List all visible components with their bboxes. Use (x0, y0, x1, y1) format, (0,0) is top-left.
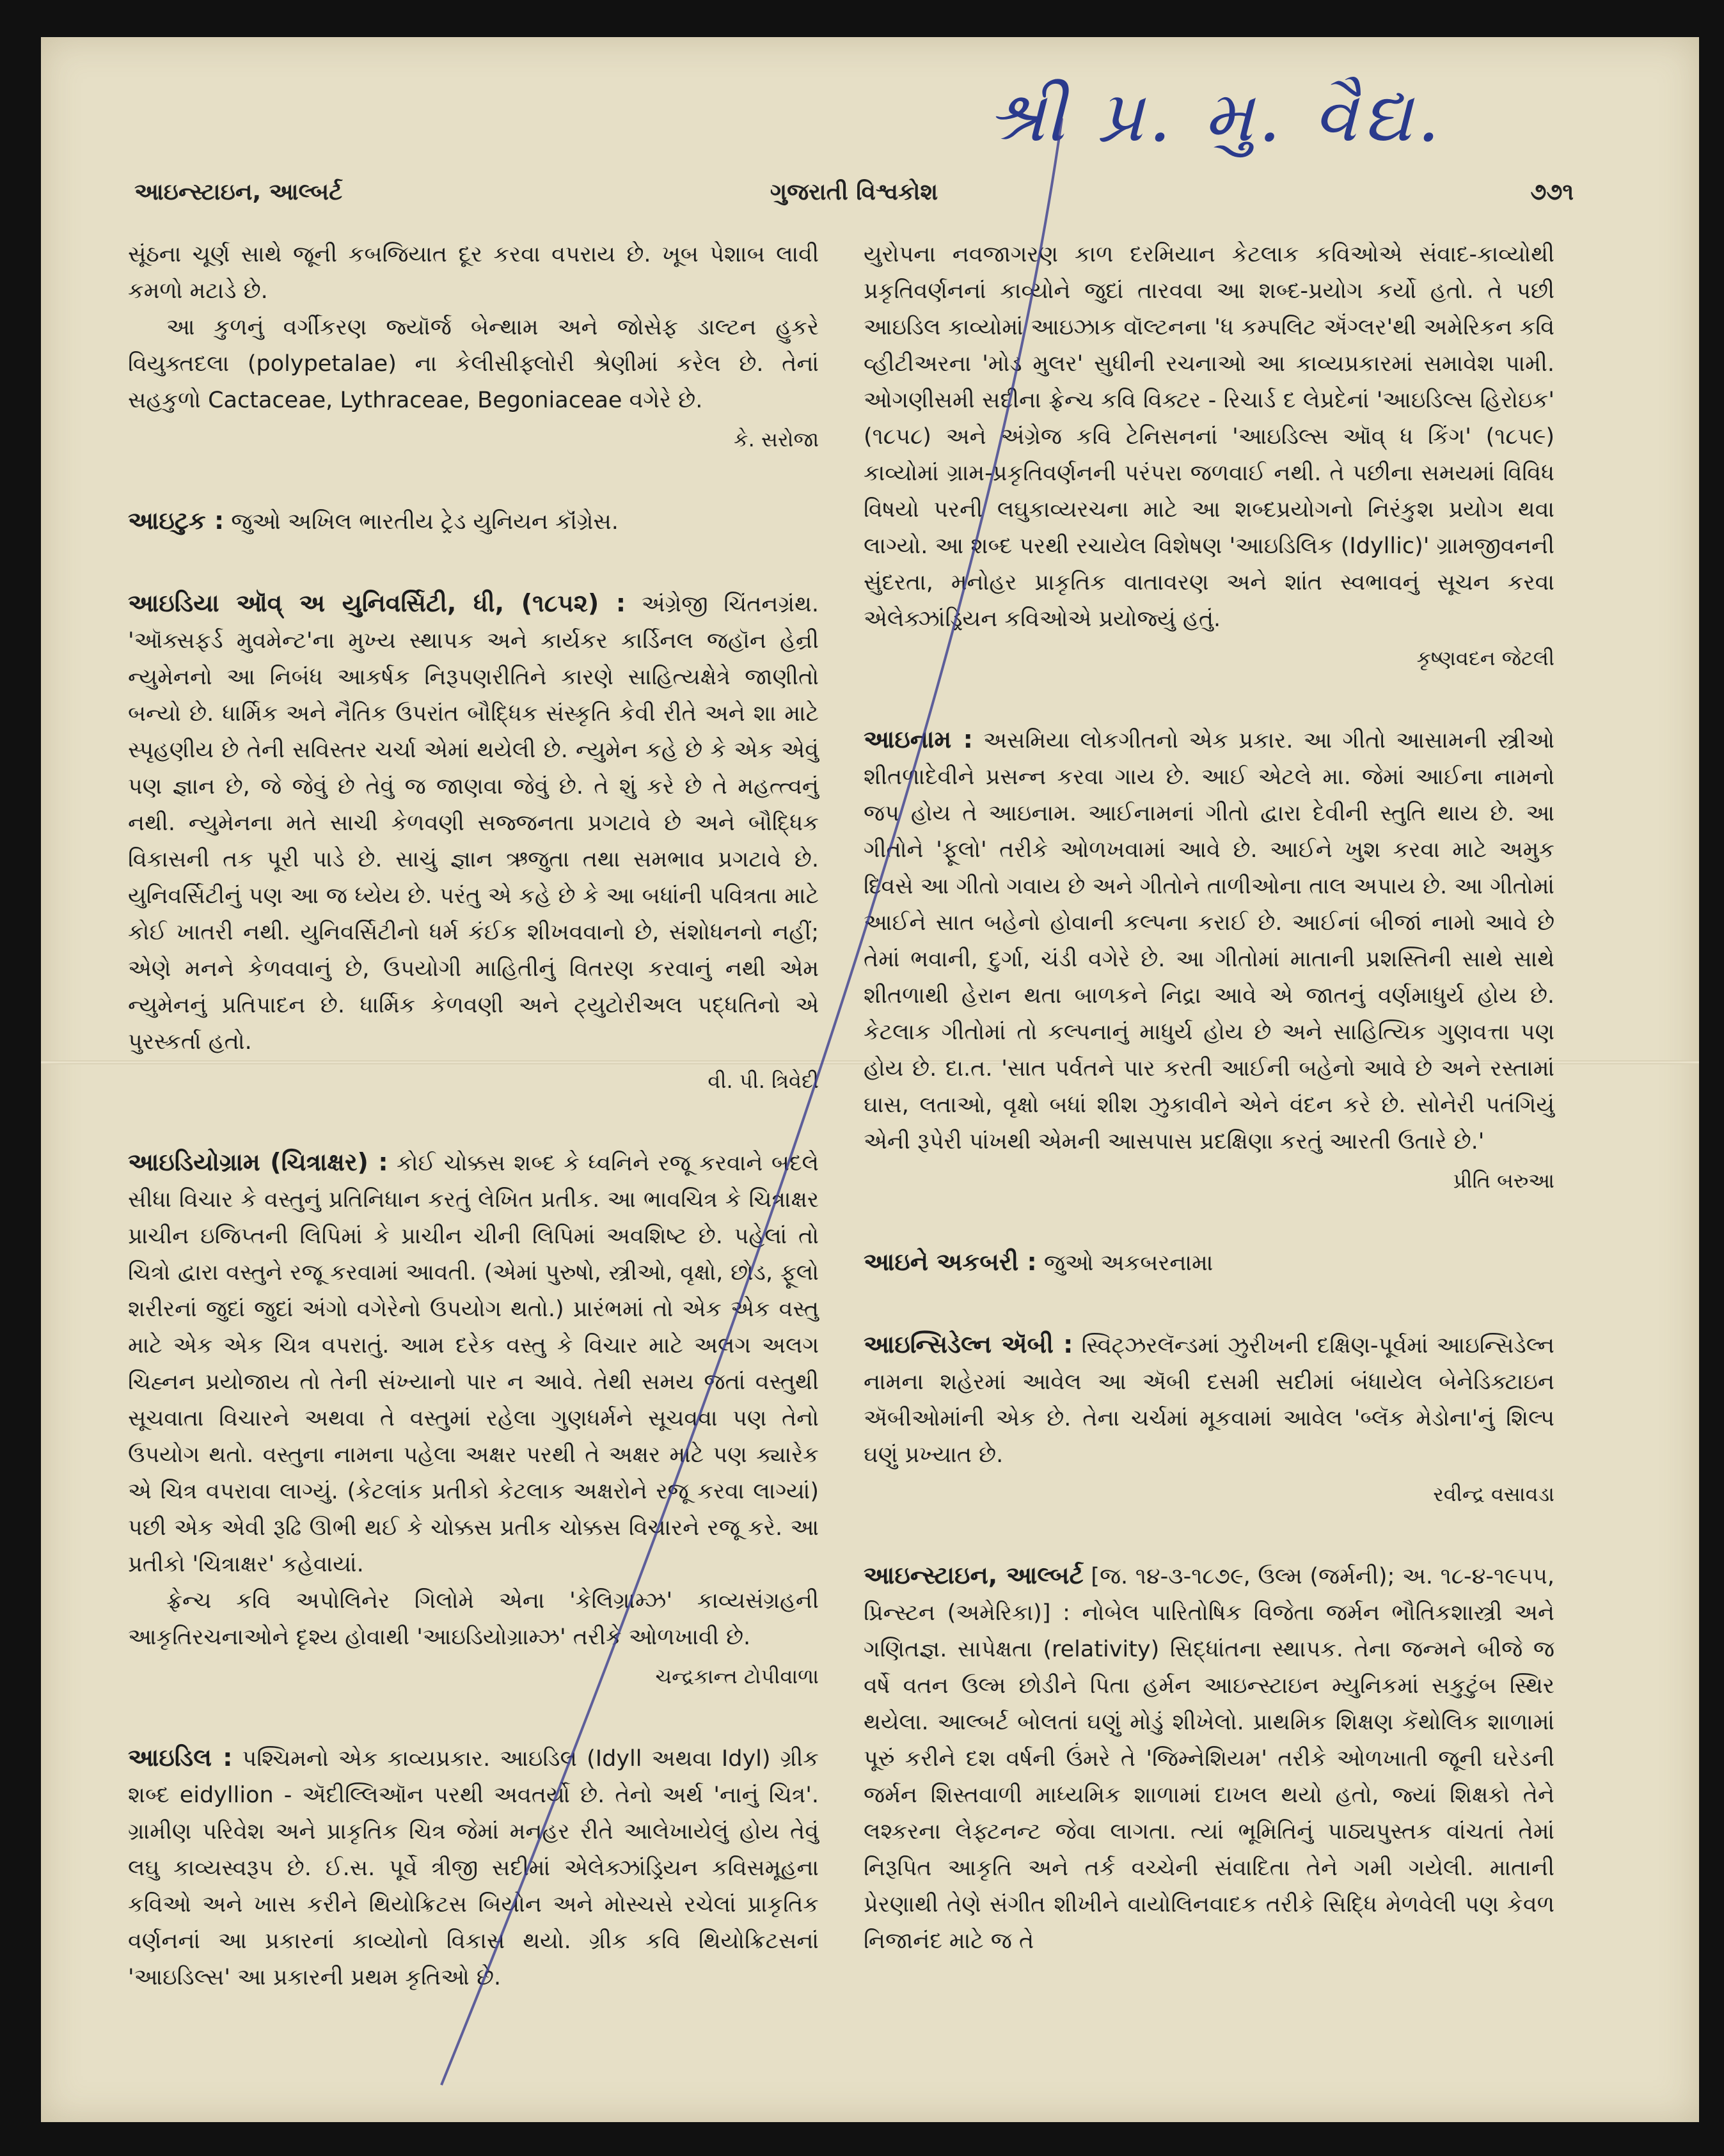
entry-paragraph (864, 237, 1554, 638)
entry-headword: આઇને અકબરી : (864, 1248, 1037, 1276)
entry-author: કૃષ્ણવદન જેટલી (1416, 646, 1554, 670)
entry (864, 721, 1554, 1199)
entry (864, 237, 1554, 677)
page-number: ૭૭૧ (1530, 179, 1574, 205)
entry-paragraph (128, 310, 819, 419)
entry-paragraph (128, 1144, 819, 1583)
right-column (864, 237, 1554, 2004)
handwritten-note: શ્રી પ્ર. મુ. વૈદ્ય. (988, 75, 1445, 157)
entry-headword: આઇન્સ્ટાઇન, આલ્બર્ટ (864, 1561, 1084, 1589)
entry-text: સ્વિટ્ઝરલૅન્ડમાં ઝુરીખની દક્ષિણ-પૂર્વમાં આઇન્સિડેલ્ન નામના શહેરમાં આવેલ આ ઍબી દસમી સદીમાં બંધાયેલ બેનેડિક્ટાઇન ઍબીઓમાંની એક છે. તેના ચર્ચમાં મૂકવામાં આવેલ 'બ્લૅક મેડોના'નું શિલ્પ ઘણું પ્રખ્યાત છે. (864, 1333, 1554, 1468)
entry-headword: આઇટુક : (128, 507, 225, 535)
entry (864, 1326, 1554, 1513)
entry-paragraph (128, 237, 819, 310)
running-head-center: ગુજરાતી વિશ્વકોશ (770, 179, 938, 205)
entry (128, 503, 819, 540)
entry (128, 585, 819, 1099)
entry-headword: આઇન્સિડેલ્ન ઍબી : (864, 1330, 1073, 1358)
entry-paragraph (864, 1244, 1554, 1282)
entry-headword: આઇડિયા ઑવ્ અ યુનિવર્સિટી, ધી, (૧૮૫૨) : (128, 589, 626, 617)
entry-text: અંગ્રેજી ચિંતનગ્રંથ. 'ઑક્સફર્ડ મુવમેન્ટ'ના મુખ્ય સ્થાપક અને કાર્યકર કાર્ડિનલ જહૉન હેન્રી ન્યુમેનનો આ નિબંધ આકર્ષક નિરૂપણરીતિને કારણે સાહિત્યક્ષેત્રે જાણીતો બન્યો છે. ધાર્મિક અને નૈતિક ઉપરાંત બૌદ્ધિક સંસ્કૃતિ કેવી રીતે અને શા માટે સ્પૃહણીય છે તેની સવિસ્તર ચર્ચા એમાં થયેલી છે. ન્યુમેન કહે છે કે એક એવું પણ જ્ઞાન છે, જે જેવું છે તેવું જ જાણવા જેવું છે. તે શું કરે છે તે મહત્ત્વનું નથી. ન્યુમેનના મતે સાચી કેળવણી સજ્જનતા પ્રગટાવે છે અને બૌદ્ધિક વિકાસની તક પૂરી પાડે છે. સાચું જ્ઞાન ઋજુતા તથા સમભાવ પ્રગટાવે છે. યુનિવર્સિટીનું પણ આ જ ધ્યેય છે. પરંતુ એ કહે છે કે આ બધાંની પવિત્રતા માટે કોઈ ખાતરી નથી. યુનિવર્સિટીનો ધર્મ કંઈક શીખવવાનો છે, સંશોધનનો નહીં; એણે મનને કેળવવાનું છે, ઉપયોગી માહિતીનું વિતરણ કરવાનું નથી એમ ન્યુમેનનું પ્રતિપાદન છે. ધાર્મિક કેળવણી અને ટ્યુટોરીઅલ પદ્ધતિનો એ પુરસ્કર્તા હતો. (128, 592, 819, 1055)
running-head-left: આઇન્સ્ટાઇન, આલ્બર્ટ (134, 179, 343, 205)
entry-headword: આઇડિલ : (128, 1743, 233, 1772)
entry-text: આ કુળનું વર્ગીકરણ જ્યૉર્જ બેન્થામ અને જોસેફ ડાલ્ટન હુકરે વિયુક્તદલા (polypetalae) ના કેલીસીફ્લોરી શ્રેણીમાં કરેલ છે. તેનાં સહકુળો Cactaceae, Lythraceae, Begoniaceae વગેરે છે. (128, 315, 819, 413)
entry-paragraph (864, 721, 1554, 1160)
entry-author: વી. પી. ત્રિવેદી (708, 1069, 819, 1093)
entry-text: પશ્ચિમનો એક કાવ્યપ્રકાર. આઇડિલ (Idyll અથવા Idyl) ગ્રીક શબ્દ eidyllion - ઍદીલ્લિઑન પરથી અવતર્યો છે. તેનો અર્થ 'નાનું ચિત્ર'. ગ્રામીણ પરિવેશ અને પ્રાકૃતિક ચિત્ર જેમાં મનહર રીતે આલેખાયેલું હોય તેવું લઘુ કાવ્યસ્વરૂપ છે. ઈ.સ. પૂર્વે ત્રીજી સદીમાં એલેક્ઝાંડ્રિયન કવિસમૂહના કવિઓ અને ખાસ કરીને થિયોક્રિટસ બિયોન અને મોસ્ચસે રચેલાં પ્રાકૃતિક વર્ણનનાં આ પ્રકારનાં કાવ્યોનો વિકાસ થયો. ગ્રીક કવિ થિયોક્રિટસનાં 'આઇડિલ્સ' આ પ્રકારની પ્રથમ કૃતિઓ છે. (128, 1746, 819, 1990)
entry-author: રવીન્દ્ર વસાવડા (1433, 1482, 1554, 1506)
entry-headword: આઇનામ : (864, 725, 973, 753)
entry-paragraph (128, 503, 819, 540)
entry-text: ફ્રેન્ચ કવિ અપોલિનેર ગિલોમે એના 'કેલિગ્રામ્ઝ' કાવ્યસંગ્રહની આકૃતિરચનાઓને દૃશ્ય હોવાથી 'આઇડિયોગ્રામ્ઝ' તરીકે ઓળખાવી છે. (128, 1588, 819, 1650)
entry (864, 1244, 1554, 1282)
entry-text: યુરોપના નવજાગરણ કાળ દરમિયાન કેટલાક કવિઓએ સંવાદ-કાવ્યોથી પ્રકૃતિવર્ણનનાં કાવ્યોને જુદાં તારવવા આ શબ્દ-પ્રયોગ કર્યો હતો. તે પછી આઇડિલ કાવ્યોમાં આઇઝાક વૉલ્ટનના 'ધ કમ્પલિટ ઍંગ્લર'થી અમેરિકન કવિ વ્હીટીઅરના 'મોડ મુલર' સુધીની રચનાઓ આ કાવ્યપ્રકારમાં સમાવેશ પામી. ઓગણીસમી સદીના ફ્રેન્ચ કવિ વિક્ટર - રિચાર્ડ દ લેપ્રદેનાં 'આઇડિલ્સ હિરોઇક' (૧૮૫૮) અને અંગ્રેજ કવિ ટેનિસનનાં 'આઇડિલ્સ ઑવ્ ધ કિંગ' (૧૮૫૯) કાવ્યોમાં ગ્રામ-પ્રકૃતિવર્ણનની પરંપરા જળવાઈ નથી. તે પછીના સમયમાં વિવિધ વિષયો પરની લઘુકાવ્યરચના માટે આ શબ્દપ્રયોગનો નિરંકુશ પ્રયોગ થવા લાગ્યો. આ શબ્દ પરથી રચાયેલ વિશેષણ 'આઇડિલિક (Idyllic)' ગ્રામજીવનની સુંદરતા, મનોહર પ્રાકૃતિક વાતાવરણ અને શાંત સ્વભાવનું સૂચન કરવા એલેક્ઝાંડ્રિયન કવિઓએ પ્રયોજ્યું હતું. (864, 242, 1554, 632)
entry-author: કે. સરોજા (734, 427, 819, 452)
entry-headword: આઇડિયોગ્રામ (ચિત્રાક્ષર) : (128, 1148, 388, 1176)
entry (128, 237, 819, 458)
entry-paragraph (128, 585, 819, 1060)
entry-author: ચન્દ્રકાન્ત ટોપીવાળા (655, 1664, 819, 1688)
entry-paragraph (864, 1557, 1554, 1960)
entry-text: સૂંઠના ચૂર્ણ સાથે જૂની કબજિયાત દૂર કરવા વપરાય છે. ખૂબ પેશાબ લાવી કમળો મટાડે છે. (128, 242, 819, 304)
entry-text: અસમિયા લોકગીતનો એક પ્રકાર. આ ગીતો આસામની સ્ત્રીઓ શીતળાદેવીને પ્રસન્ન કરવા ગાય છે. આઈ એટલે મા. જેમાં આઈના નામનો જપ હોય તે આઇનામ. આઈનામનાં ગીતો દ્વારા દેવીની સ્તુતિ થાય છે. આ ગીતોને 'ફૂલો' તરીકે ઓળખવામાં આવે છે. આઈને ખુશ કરવા માટે અમુક દિવસે આ ગીતો ગવાય છે અને ગીતોને તાળીઓના તાલ અપાય છે. આ ગીતોમાં આઈને સાત બહેનો હોવાની કલ્પના કરાઈ છે. આઈનાં બીજાં નામો આવે છે તેમાં ભવાની, દુર્ગા, ચંડી વગેરે છે. આ ગીતોમાં માતાની પ્રશસ્તિની સાથે સાથે શીતળાથી હેરાન થતા બાળકને નિદ્રા આવે એ જાતનું વર્ણમાધુર્ય હોય છે. કેટલાક ગીતોમાં તો કલ્પનાનું માધુર્ય હોય છે અને સાહિત્યિક ગુણવત્તા પણ હોય છે. દા.ત. 'સાત પર્વતને પાર કરતી આઈની બહેનો આવે છે અને રસ્તામાં ઘાસ, લતાઓ, વૃક્ષો બધાં શીશ ઝુકાવીને એને વંદન કરે છે. સોનેરી પતંગિયું એની રૂપેરી પાંખથી એમની આસપાસ પ્રદક્ષિણા કરતું આરતી ઉતારે છે.' (864, 728, 1555, 1154)
left-column (128, 237, 819, 2041)
running-head (134, 179, 1574, 224)
entry-text: કોઈ ચોક્કસ શબ્દ કે ધ્વનિને રજૂ કરવાને બદલે સીધા વિચાર કે વસ્તુનું પ્રતિનિધાન કરતું લેખિત પ્રતીક. આ ભાવચિત્ર કે ચિત્રાક્ષર પ્રાચીન ઇજિપ્તની લિપિમાં કે પ્રાચીન ચીની લિપિમાં અવશિષ્ટ છે. પહેલાં તો ચિત્રો દ્વારા વસ્તુને રજૂ કરવામાં આવતી. (એમાં પુરુષો, સ્ત્રીઓ, વૃક્ષો, છોડ, ફૂલો શરીરનાં જુદાં જુદાં અંગો વગેરેનો ઉપયોગ થતો.) પ્રારંભમાં તો એક એક વસ્તુ માટે એક એક ચિત્ર વપરાતું. આમ દરેક વસ્તુ કે વિચાર માટે અલગ અલગ ચિહ્નન પ્રયોજાય તો તેની સંખ્યાનો પાર ન આવે. તેથી સમય જતાં વસ્તુથી સૂચવાતા વિચારને અથવા તે વસ્તુમાં રહેલા ગુણધર્મને સૂચવવા પણ તેનો ઉપયોગ થતો. વસ્તુના નામના પહેલા અક્ષર પરથી તે અક્ષર માટે પણ ક્યારેક એ ચિત્ર વપરાવા લાગ્યું. (કેટલાંક પ્રતીકો કેટલાક અક્ષરોને રજૂ કરવા લાગ્યાં) પછી એક એવી રૂઢિ ઊભી થઈ કે ચોક્કસ પ્રતીક ચોક્કસ વિચારને રજૂ કરે. આ પ્રતીકો 'ચિત્રાક્ષર' કહેવાયાં. (128, 1151, 819, 1577)
entry-text: [જ. ૧૪-૩-૧૮૭૯, ઉલ્મ (જર્મની); અ. ૧૮-૪-૧૯૫૫, પ્રિન્સ્ટન (અમેરિકા)] : નોબેલ પારિતોષિક વિજેતા જર્મન ભૌતિકશાસ્ત્રી અને ગણિતજ્ઞ. સાપેક્ષતા (relativity) સિદ્ધાંતના સ્થાપક. તેના જન્મને બીજે જ વર્ષે વતન ઉલ્મ છોડીને પિતા હર્મન આઇન્સ્ટાઇન મ્યુનિકમાં સકુટુંબ સ્થિર થયેલા. આલ્બર્ટ બોલતાં ઘણું મોડું શીખેલો. પ્રાથમિક શિક્ષણ કૅથોલિક શાળામાં પૂરું કરીને દશ વર્ષની ઉંમરે તે 'જિમ્નેશિયમ' તરીકે ઓળખાતી જૂની ઘરેડની જર્મન શિસ્તવાળી માધ્યમિક શાળામાં દાખલ થયો હતો, જ્યાં શિક્ષકો તેને લશ્કરના લેફ્ટનન્ટ જેવા લાગતા. ત્યાં ભૂમિતિનું પાઠ્યપુસ્તક વાંચતાં તેમાં નિરૂપિત આકૃતિ અને તર્ક વચ્ચેની સંવાદિતા તેને ગમી ગયેલી. માતાની પ્રેરણાથી તેણે સંગીત શીખીને વાયોલિનવાદક તરીકે સિદ્ધિ મેળવેલી પણ કેવળ નિજાનંદ માટે જ તે (864, 1564, 1554, 1954)
entry-text: જુઓ અખિલ ભારતીય ટ્રેડ યુનિયન કૉંગ્રેસ. (231, 509, 619, 535)
entry-paragraph (128, 1740, 819, 1996)
entry-text: જુઓ અકબરનામા (1043, 1250, 1214, 1276)
entry-paragraph (128, 1583, 819, 1656)
entry-author: પ્રીતિ બરુઆ (1453, 1168, 1554, 1193)
entry (864, 1557, 1554, 1960)
entry-paragraph (864, 1326, 1554, 1474)
entry (128, 1740, 819, 1996)
entry (128, 1144, 819, 1695)
